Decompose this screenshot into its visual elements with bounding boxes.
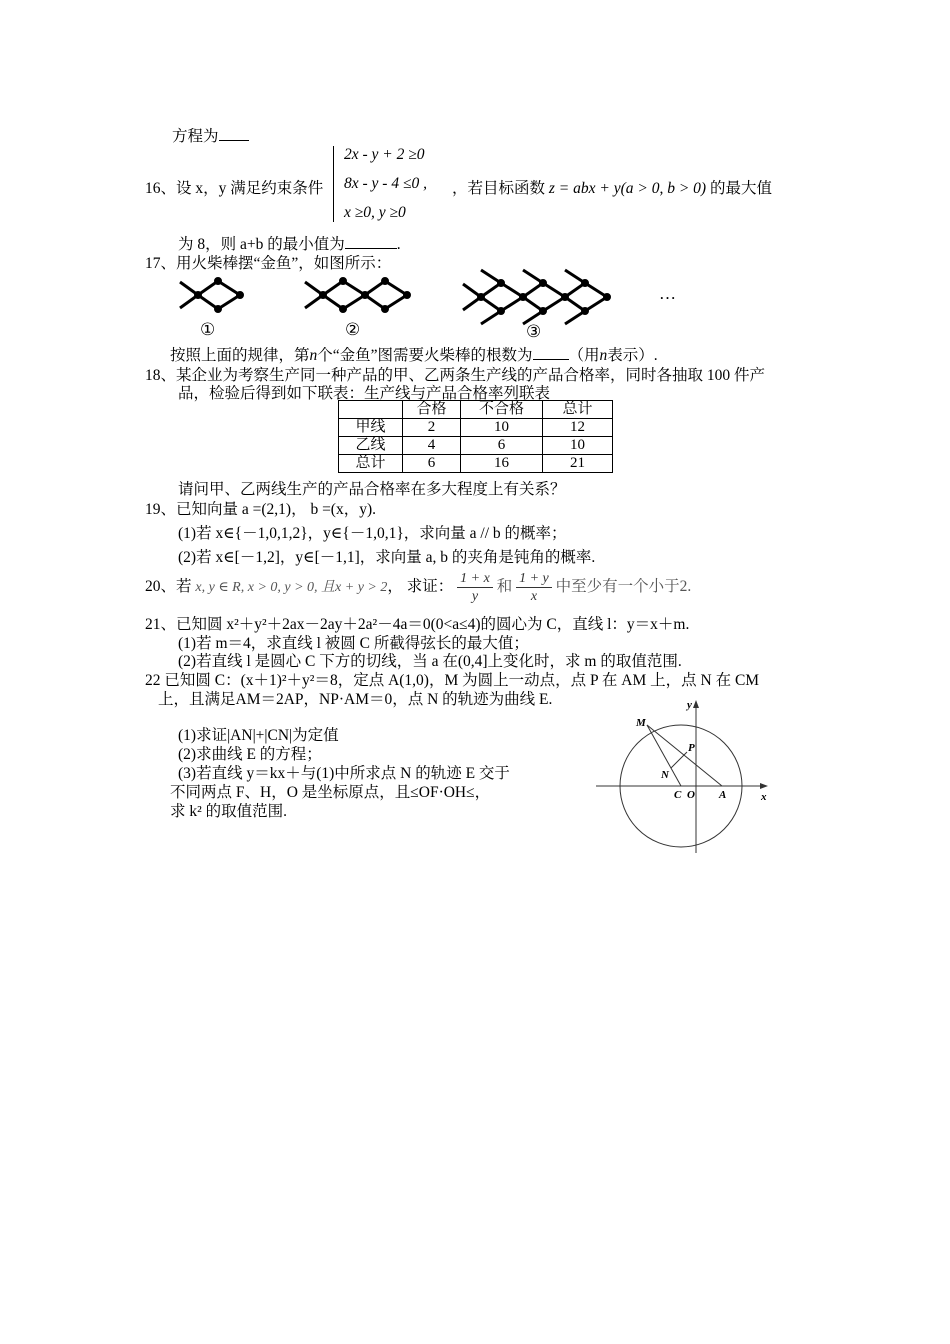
goldfish-1	[180, 279, 243, 312]
table-row	[339, 419, 613, 437]
table-cell: 16	[461, 455, 543, 473]
goldfish-3	[463, 270, 610, 324]
p22-q1: (1)求证|AN|+|CN|为定值	[178, 727, 339, 744]
p17-lead: 17、用火柴棒摆“金鱼”，如图所示：	[145, 255, 392, 272]
fraction-2: $\frac{1 + y}{x}$	[516, 570, 552, 605]
table-row	[339, 437, 613, 455]
table-cell: 总计	[339, 455, 403, 473]
p21-line1: 21、已知圆 x²＋y²＋2ax－2ay＋2a²－4a＝0(0<a≤4)的圆心为 C，直线 l：y＝x＋m.	[145, 616, 690, 633]
table-cell: 不合格	[461, 401, 543, 419]
label-p: P	[688, 742, 695, 754]
label-x: x	[761, 791, 767, 803]
objective-function: z = abx + y(a > 0, b > 0)	[548, 180, 707, 197]
p22-q3b: 不同两点 F、H，O 是坐标原点，且≤OF·OH≤，	[170, 784, 491, 801]
table-cell: 合格	[403, 401, 461, 419]
table-cell: 10	[543, 437, 613, 455]
table-header-row	[339, 401, 613, 419]
p20: 20、若 x, y ∈ R, x > 0, y > 0, 且x + y > 2， 求证： $\frac{1 + x}{y}$ 和 $\frac{1 + y}{x}$ 中至少有一个小于2.	[145, 571, 692, 604]
table-cell: 21	[543, 455, 613, 473]
goldfish-figure	[170, 264, 690, 344]
x-axis-arrow-icon	[760, 783, 768, 789]
p18-line1: 18、某企业为考察生产同一种产品的甲、乙两条生产线的产品合格率，同时各抽取 100 件产	[145, 367, 766, 384]
p20-condition: x, y ∈ R, x > 0, y > 0, 且x + y > 2	[195, 580, 388, 596]
table-row	[339, 455, 613, 473]
label-y: y	[687, 699, 692, 711]
p22-q2: (2)求曲线 E 的方程；	[178, 746, 322, 763]
circle-figure	[590, 690, 780, 860]
p19-q2: (2)若 x∈[－1,2]，y∈[－1,1]，求向量 a, b 的夹角是钝角的概率.	[178, 549, 596, 566]
p17-question: 按照上面的规律，第n个“金鱼”图需要火柴棒的根数为 （用n表示）.	[170, 347, 658, 364]
p19-q1: (1)若 x∈{－1,0,1,2}，y∈{－1,0,1}，求向量 a // b 的概率；	[178, 525, 567, 542]
p16-mid: ，若目标函数 z = abx + y(a > 0, b > 0) 的最大值	[452, 180, 772, 197]
table-cell: 12	[543, 419, 613, 437]
continuation-dots: …	[659, 284, 676, 303]
table-cell: 甲线	[339, 419, 403, 437]
p22-line2: 上，且满足AM＝2AP，NP·AM＝0，点 N 的轨迹为曲线 E.	[158, 691, 553, 708]
constraint-1: 2x - y + 2 ≥0	[344, 146, 425, 163]
goldfish-2	[305, 279, 410, 312]
figure-label-1: ①	[200, 320, 216, 339]
table-cell: 6	[403, 455, 461, 473]
constraint-3: x ≥0, y ≥0	[344, 204, 406, 221]
label-c: C	[674, 789, 682, 801]
table-cell: 2	[403, 419, 461, 437]
contingency-table	[338, 400, 613, 473]
table-cell: 10	[461, 419, 543, 437]
constraint-brace	[333, 146, 344, 222]
fraction-1: $\frac{1 + x}{y}$	[457, 570, 493, 605]
figure-label-2: ②	[345, 320, 361, 339]
y-axis-arrow-icon	[693, 700, 699, 708]
label-o: O	[687, 789, 695, 801]
p15-tail: 方程为	[172, 124, 249, 146]
p18-line2: 品，检验后得到如下联表：生产线与产品合格率列联表	[178, 385, 551, 402]
figure-label-3: ③	[526, 322, 542, 341]
p22-line1: 22 已知圆 C：(x＋1)²＋y²＝8，定点 A(1,0)，M 为圆上一动点，点 P 在 AM 上，点 N 在 CM	[145, 672, 760, 689]
table-cell: 6	[461, 437, 543, 455]
p22-q3a: (3)若直线 y＝kx＋与(1)中所求点 N 的轨迹 E 交于	[178, 765, 510, 782]
table-cell: 乙线	[339, 437, 403, 455]
label-m: M	[636, 717, 646, 729]
table-cell: 总计	[543, 401, 613, 419]
label-a: A	[719, 789, 727, 801]
segment-np	[671, 752, 687, 768]
segment-ma	[647, 725, 722, 786]
p16-line2: 为 8，则 a+b 的最小值为 .	[178, 236, 401, 253]
p21-q1: (1)若 m＝4，求直线 l 被圆 C 所截得弦长的最大值；	[178, 635, 529, 652]
constraint-2: 8x - y - 4 ≤0 ,	[344, 175, 427, 192]
p22-q3c: 求 k² 的取值范围.	[170, 803, 288, 820]
label-n: N	[661, 769, 669, 781]
table-cell	[339, 401, 403, 419]
p19-line1: 19、已知向量 a =(2,1)， b =(x，y).	[145, 501, 377, 518]
p18-question: 请问甲、乙两线生产的产品合格率在多大程度上有关系？	[178, 481, 566, 498]
p16-lead: 16、设 x，y 满足约束条件	[145, 180, 324, 197]
p21-q2: (2)若直线 l 是圆心 C 下方的切线，当 a 在(0,4]上变化时，求 m 的取值范围.	[178, 653, 682, 670]
table-cell: 4	[403, 437, 461, 455]
